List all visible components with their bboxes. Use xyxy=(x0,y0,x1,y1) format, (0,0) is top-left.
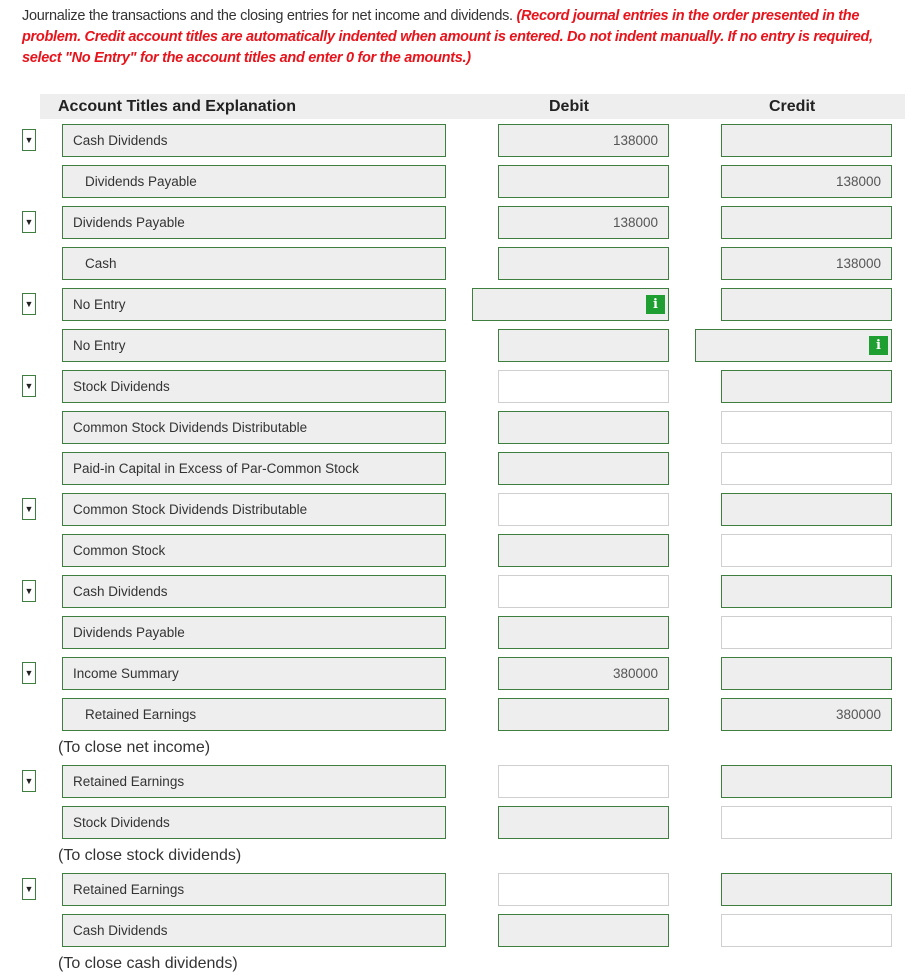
credit-field[interactable] xyxy=(695,329,892,362)
credit-field[interactable]: 138000 xyxy=(721,247,892,280)
chevron-down-icon: ▼ xyxy=(24,299,34,309)
credit-field[interactable] xyxy=(721,914,892,947)
entry-dropdown[interactable] xyxy=(22,211,36,233)
credit-field[interactable] xyxy=(721,411,892,444)
credit-field[interactable] xyxy=(721,452,892,485)
account-title-field[interactable]: Retained Earnings xyxy=(62,698,446,731)
info-icon[interactable]: i xyxy=(869,336,888,355)
header-credit: Credit xyxy=(769,98,816,115)
journal-row xyxy=(0,873,918,906)
entry-dropdown[interactable] xyxy=(22,662,36,684)
account-title-field[interactable]: No Entry xyxy=(62,329,446,362)
instructions xyxy=(22,6,902,69)
account-title-field[interactable]: Dividends Payable xyxy=(62,165,446,198)
debit-field[interactable] xyxy=(498,247,669,280)
debit-field[interactable] xyxy=(498,616,669,649)
entry-explanation: (To close net income) xyxy=(58,739,211,756)
account-title-field[interactable]: Retained Earnings xyxy=(62,765,446,798)
chevron-down-icon: ▼ xyxy=(24,217,34,227)
journal-row xyxy=(0,534,918,567)
debit-field[interactable] xyxy=(498,873,669,906)
credit-field[interactable] xyxy=(721,616,892,649)
journal-row xyxy=(0,124,918,157)
credit-field[interactable] xyxy=(721,873,892,906)
entry-dropdown[interactable] xyxy=(22,293,36,315)
instructions-requirement: (Record journal entries in the order presented in the problem. Credit account titles are automatically indented when amount is entered. Do not indent manually. If no entry is required, select "No Entry" for the account titles and enter 0 for the amounts.) xyxy=(22,8,873,66)
journal-row xyxy=(0,288,918,321)
chevron-down-icon: ▼ xyxy=(24,884,34,894)
journal-row xyxy=(0,914,918,947)
account-title-field[interactable]: Income Summary xyxy=(62,657,446,690)
chevron-down-icon: ▼ xyxy=(24,776,34,786)
account-title-field[interactable]: Dividends Payable xyxy=(62,616,446,649)
entry-explanation: (To close stock dividends) xyxy=(58,847,242,864)
journal-row xyxy=(0,657,918,690)
entry-dropdown[interactable] xyxy=(22,878,36,900)
credit-field[interactable]: 138000 xyxy=(721,165,892,198)
account-title-field[interactable]: Retained Earnings xyxy=(62,873,446,906)
entry-dropdown[interactable] xyxy=(22,580,36,602)
account-title-field[interactable]: Cash Dividends xyxy=(62,914,446,947)
debit-field[interactable] xyxy=(498,452,669,485)
account-title-field[interactable]: Stock Dividends xyxy=(62,806,446,839)
chevron-down-icon: ▼ xyxy=(24,135,34,145)
chevron-down-icon: ▼ xyxy=(24,504,34,514)
journal-row xyxy=(0,329,918,362)
debit-field[interactable]: 138000 xyxy=(498,124,669,157)
debit-field[interactable] xyxy=(498,575,669,608)
entry-dropdown[interactable] xyxy=(22,129,36,151)
credit-field[interactable] xyxy=(721,493,892,526)
journal-row xyxy=(0,247,918,280)
credit-field[interactable]: 380000 xyxy=(721,698,892,731)
debit-field[interactable]: 380000 xyxy=(498,657,669,690)
account-title-field[interactable]: Paid-in Capital in Excess of Par-Common Stock xyxy=(62,452,446,485)
credit-field[interactable] xyxy=(721,765,892,798)
credit-field[interactable] xyxy=(721,124,892,157)
journal-row xyxy=(0,698,918,731)
journal-row xyxy=(0,493,918,526)
entry-explanation: (To close cash dividends) xyxy=(58,955,238,972)
journal-row xyxy=(0,370,918,403)
header-account-titles: Account Titles and Explanation xyxy=(58,98,296,115)
journal-row xyxy=(0,575,918,608)
journal-row xyxy=(0,206,918,239)
debit-field[interactable] xyxy=(498,329,669,362)
credit-field[interactable] xyxy=(721,806,892,839)
chevron-down-icon: ▼ xyxy=(24,586,34,596)
instructions-main: Journalize the transactions and the closing entries for net income and dividends. xyxy=(22,8,517,24)
debit-field[interactable]: 138000 xyxy=(498,206,669,239)
header-debit: Debit xyxy=(549,98,589,115)
debit-field[interactable] xyxy=(498,493,669,526)
credit-field[interactable] xyxy=(721,534,892,567)
credit-field[interactable] xyxy=(721,657,892,690)
chevron-down-icon: ▼ xyxy=(24,668,34,678)
debit-field[interactable] xyxy=(498,765,669,798)
account-title-field[interactable]: Stock Dividends xyxy=(62,370,446,403)
entry-dropdown[interactable] xyxy=(22,498,36,520)
account-title-field[interactable]: Cash Dividends xyxy=(62,575,446,608)
journal-row xyxy=(0,165,918,198)
journal-row xyxy=(0,411,918,444)
account-title-field[interactable]: Common Stock xyxy=(62,534,446,567)
journal-row xyxy=(0,806,918,839)
account-title-field[interactable]: Common Stock Dividends Distributable xyxy=(62,493,446,526)
info-icon[interactable]: i xyxy=(646,295,665,314)
credit-field[interactable] xyxy=(721,575,892,608)
entry-dropdown[interactable] xyxy=(22,770,36,792)
debit-field[interactable] xyxy=(498,914,669,947)
chevron-down-icon: ▼ xyxy=(24,381,34,391)
debit-field[interactable] xyxy=(472,288,669,321)
debit-field[interactable] xyxy=(498,370,669,403)
credit-field[interactable] xyxy=(721,206,892,239)
debit-field[interactable] xyxy=(498,806,669,839)
entry-dropdown[interactable] xyxy=(22,375,36,397)
account-title-field[interactable]: Dividends Payable xyxy=(62,206,446,239)
account-title-field[interactable]: Cash Dividends xyxy=(62,124,446,157)
credit-field[interactable] xyxy=(721,288,892,321)
account-title-field[interactable]: No Entry xyxy=(62,288,446,321)
debit-field[interactable] xyxy=(498,165,669,198)
account-title-field[interactable]: Cash xyxy=(62,247,446,280)
credit-field[interactable] xyxy=(721,370,892,403)
journal-row xyxy=(0,765,918,798)
account-title-field[interactable]: Common Stock Dividends Distributable xyxy=(62,411,446,444)
journal-row xyxy=(0,452,918,485)
debit-field[interactable] xyxy=(498,698,669,731)
journal-row xyxy=(0,616,918,649)
debit-field[interactable] xyxy=(498,411,669,444)
debit-field[interactable] xyxy=(498,534,669,567)
